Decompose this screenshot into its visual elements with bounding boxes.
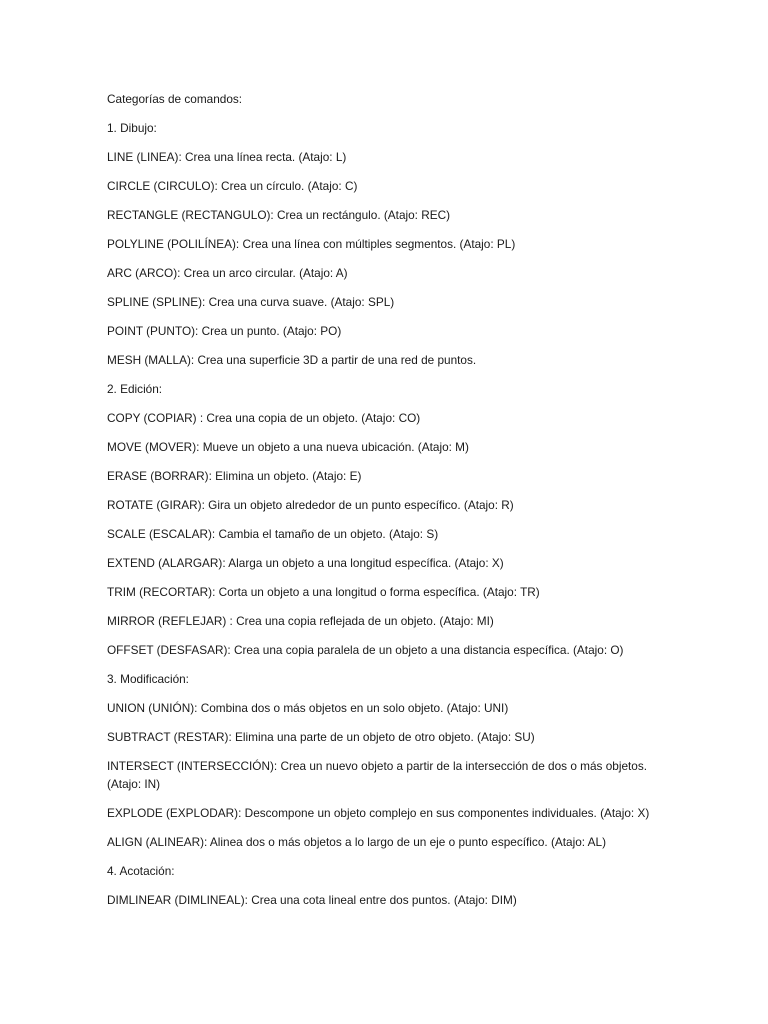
command-offset: OFFSET (DESFASAR): Crea una copia paralela de un objeto a una distancia específica. (Atajo: O) (107, 643, 624, 657)
command-extend: EXTEND (ALARGAR): Alarga un objeto a una longitud específica. (Atajo: X) (107, 556, 504, 570)
command-circle: CIRCLE (CIRCULO): Crea un círculo. (Atajo: C) (107, 179, 358, 193)
command-arc: ARC (ARCO): Crea un arco circular. (Atajo: A) (107, 266, 348, 280)
document-body (107, 90, 682, 920)
section-heading-modificacion: 3. Modificación: (107, 672, 189, 686)
command-spline: SPLINE (SPLINE): Crea una curva suave. (Atajo: SPL) (107, 295, 395, 309)
command-rectangle: RECTANGLE (RECTANGULO): Crea un rectángulo. (Atajo: REC) (107, 208, 451, 222)
command-align: ALIGN (ALINEAR): Alinea dos o más objetos a lo largo de un eje o punto específico. (Atajo: AL) (107, 835, 607, 850)
command-trim: TRIM (RECORTAR): Corta un objeto a una longitud o forma específica. (Atajo: TR) (107, 585, 540, 599)
command-line: LINE (LINEA): Crea una línea recta. (Atajo: L) (107, 150, 347, 164)
command-mesh: MESH (MALLA): Crea una superficie 3D a partir de una red de puntos. (107, 353, 477, 367)
command-explode: EXPLODE (EXPLODAR): Descompone un objeto complejo en sus componentes individuales. (Atajo: X) (107, 806, 650, 821)
command-rotate: ROTATE (GIRAR): Gira un objeto alrededor de un punto específico. (Atajo: R) (107, 498, 514, 512)
command-union: UNION (UNIÓN): Combina dos o más objetos en un solo objeto. (Atajo: UNI) (107, 701, 509, 715)
command-move: MOVE (MOVER): Mueve un objeto a una nueva ubicación. (Atajo: M) (107, 440, 469, 454)
section-heading-edicion: 2. Edición: (107, 382, 163, 396)
command-scale: SCALE (ESCALAR): Cambia el tamaño de un objeto. (Atajo: S) (107, 527, 439, 541)
command-point: POINT (PUNTO): Crea un punto. (Atajo: PO) (107, 324, 342, 338)
command-dimlinear: DIMLINEAR (DIMLINEAL): Crea una cota lineal entre dos puntos. (Atajo: DIM) (107, 893, 517, 908)
document-heading: Categorías de comandos: (107, 92, 243, 106)
command-mirror: MIRROR (REFLEJAR) : Crea una copia reflejada de un objeto. (Atajo: MI) (107, 614, 494, 628)
command-intersect: INTERSECT (INTERSECCIÓN): Crea un nuevo objeto a partir de la intersección de dos o más objetos. (Atajo: IN) (107, 759, 648, 792)
command-polyline: POLYLINE (POLILÍNEA): Crea una línea con múltiples segmentos. (Atajo: PL) (107, 237, 516, 251)
section-heading-acotacion: 4. Acotación: (107, 864, 175, 879)
section-heading-dibujo: 1. Dibujo: (107, 121, 157, 135)
command-subtract: SUBTRACT (RESTAR): Elimina una parte de un objeto de otro objeto. (Atajo: SU) (107, 730, 535, 744)
command-erase: ERASE (BORRAR): Elimina un objeto. (Atajo: E) (107, 469, 362, 483)
command-copy: COPY (COPIAR) : Crea una copia de un objeto. (Atajo: CO) (107, 411, 421, 425)
